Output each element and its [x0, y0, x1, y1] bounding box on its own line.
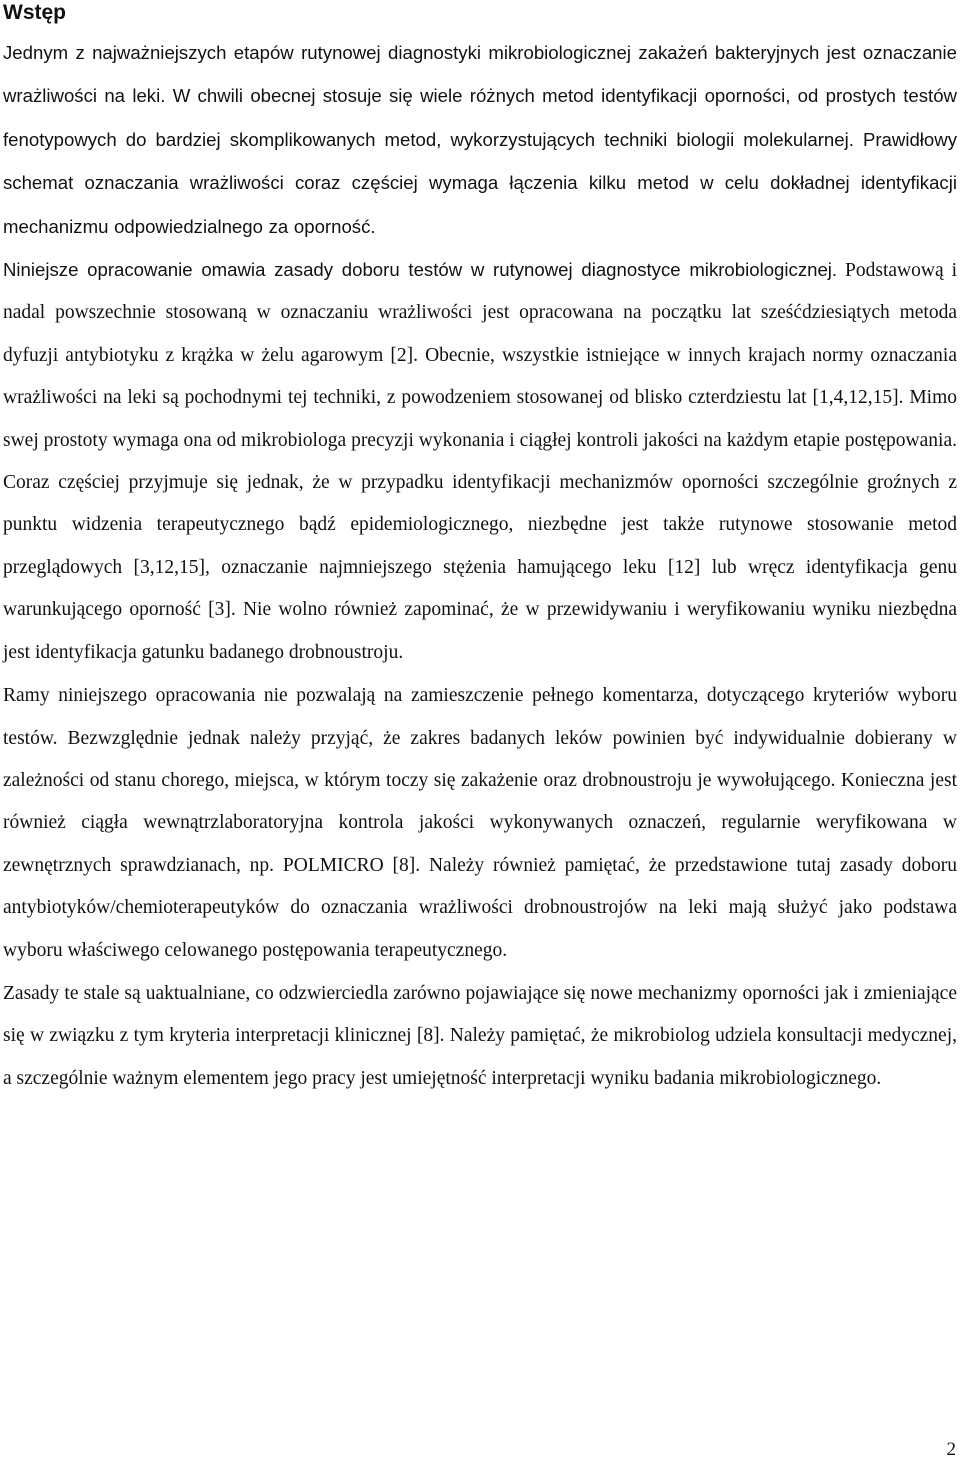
paragraph-text-sans: Niniejsze opracowanie omawia zasady doboru testów w rutynowej diagnostyce mikrobiologicznej. [3, 259, 838, 281]
paragraph [3, 32, 957, 249]
paragraph [3, 674, 957, 972]
page-number: 2 [946, 1439, 956, 1460]
paragraph [3, 972, 957, 1100]
document-page [3, 0, 957, 1100]
paragraph-text-serif: Podstawową i nadal powszechnie stosowaną w oznaczaniu wrażliwości jest opracowana na początku lat sześćdziesiątych metoda dyfuzji antybiotyku z krążka w żelu agarowym [2]. Obecnie, wszystkie istniejące w innych krajach normy oznaczania wrażliwości na leki są pochodnymi tej techniki, z powodzeniem stosowanej od blisko czterdziestu lat [1,4,12,15]. Mimo swej prostoty wymaga ona od mikrobiologa precyzji wykonania i ciągłej kontroli jakości na każdym etapie postępowania. Coraz częściej przyjmuje się jednak, że w przypadku identyfikacji mechanizmów oporności szczególnie groźnych z punktu widzenia terapeutycznego bądź epidemiologicznego, niezbędne jest także rutynowe stosowanie metod przeglądowych [3,12,15], oznaczanie najmniejszego stężenia hamującego leku [12] lub wręcz identyfikacja genu warunkującego oporność [3]. Nie wolno również zapominać, że w przewidywaniu i weryfikowaniu wyniku niezbędna jest identyfikacja gatunku badanego drobnoustroju. [3, 260, 957, 663]
paragraph-text-serif: Zasady te stale są uaktualniane, co odzwierciedla zarówno pojawiające się nowe mechanizmy oporności jak i zmieniające się w związku z tym kryteria interpretacji klinicznej [8]. Należy pamiętać, że mikrobiolog udziela konsultacji medycznej, a szczególnie ważnym elementem jego pracy jest umiejętność interpretacji wyniku badania mikrobiologicznego. [3, 982, 957, 1089]
paragraph-text-sans: Jednym z najważniejszych etapów rutynowej diagnostyki mikrobiologicznej zakażeń bakteryjnych jest oznaczanie wrażliwości na leki. W chwili obecnej stosuje się wiele różnych metod identyfikacji oporności, od prostych testów fenotypowych do bardziej skomplikowanych metod, wykorzystujących techniki biologii molekularnej. Prawidłowy schemat oznaczania wrażliwości coraz częściej wymaga łączenia kilku metod w celu dokładnej identyfikacji mechanizmu odpowiedzialnego za oporność. [3, 42, 957, 237]
paragraph [3, 249, 957, 674]
paragraph-text-serif: Ramy niniejszego opracowania nie pozwalają na zamieszczenie pełnego komentarza, dotyczącego kryteriów wyboru testów. Bezwzględnie jednak należy przyjąć, że zakres badanych leków powinien być indywidualnie dobierany w zależności od stanu chorego, miejsca, w którym toczy się zakażenie oraz drobnoustroju je wywołującego. Konieczna jest również ciągła wewnątrzlaboratoryjna kontrola jakości wykonywanych oznaczeń, regularnie weryfikowana w zewnętrznych sprawdzianach, np. POLMICRO [8]. Należy również pamiętać, że przedstawione tutaj zasady doboru antybiotyków/chemioterapeutyków do oznaczania wrażliwości drobnoustrojów na leki mają służyć jako podstawa wyboru właściwego celowanego postępowania terapeutycznego. [3, 685, 957, 961]
section-heading: Wstęp [3, 1, 66, 24]
